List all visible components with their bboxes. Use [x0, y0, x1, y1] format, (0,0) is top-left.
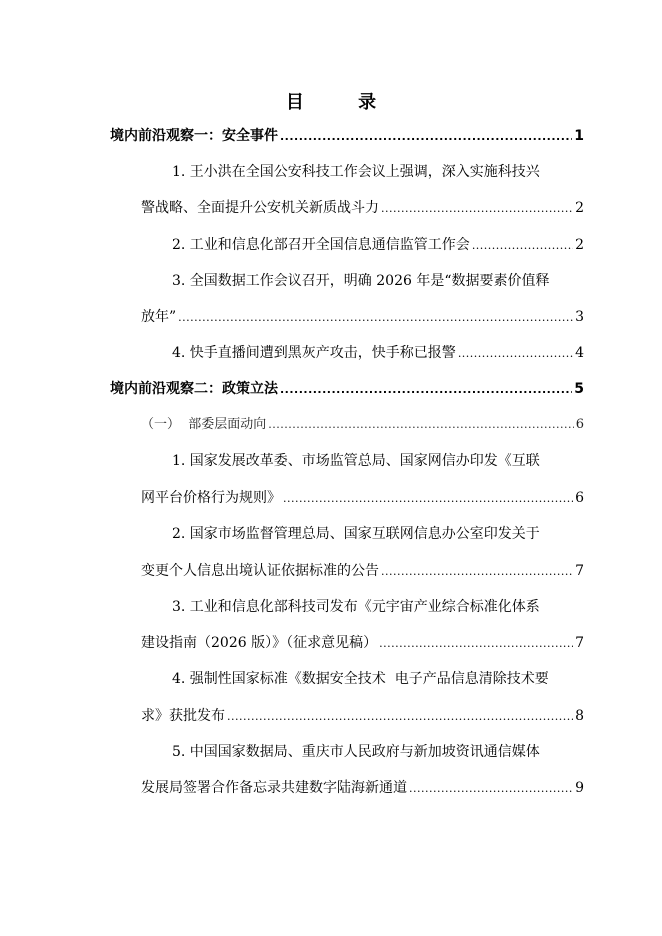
toc-entry[interactable] — [141, 485, 584, 511]
toc-entry-text: （一） 部委层面动向 — [141, 417, 267, 432]
toc-entry[interactable] — [141, 558, 584, 584]
toc-page-number: 8 — [575, 708, 584, 724]
toc-entry-line2: 变更个人信息出境认证依据标准的公告 — [141, 563, 379, 579]
toc-entry[interactable] — [141, 630, 584, 656]
leader-dots — [409, 776, 573, 801]
leader-dots — [280, 377, 572, 402]
toc-entry-line2: 警战略、全面提升公安机关新质战斗力 — [141, 200, 379, 216]
toc-entry-line1[interactable]: 3. 全国数据工作会议召开，明确 2026 年是“数据要素价值释 — [172, 273, 550, 289]
toc-title: 目 录 — [285, 92, 401, 113]
toc-entry[interactable] — [141, 703, 584, 729]
toc-entry-line1[interactable]: 2. 国家市场监督管理总局、国家互联网信息办公室印发关于 — [172, 526, 540, 542]
toc-entry-line1[interactable]: 4. 强制性国家标准《数据安全技术 电子产品信息清除技术要 — [172, 671, 549, 687]
toc-entry-line1[interactable]: 3. 工业和信息化部科技司发布《元宇宙产业综合标准化体系 — [172, 599, 540, 615]
toc-page-number: 4 — [575, 345, 584, 361]
toc-page-number: 3 — [575, 309, 584, 325]
toc-entry-line1[interactable]: 1. 国家发展改革委、市场监管总局、国家网信办印发《互联 — [172, 453, 540, 469]
leader-dots — [458, 341, 573, 366]
toc-entry[interactable] — [172, 232, 584, 258]
leader-dots — [280, 124, 572, 149]
toc-page-number: 6 — [575, 490, 584, 506]
toc-entry-section[interactable] — [141, 412, 584, 438]
toc-page-number: 7 — [575, 635, 584, 651]
leader-dots — [379, 631, 573, 656]
toc-page-number: 2 — [575, 200, 584, 216]
toc-entry-text: 境内前沿观察一：安全事件 — [110, 128, 278, 144]
toc-entry-line2: 放年” — [141, 309, 177, 325]
toc-entry-line1[interactable]: 1. 王小洪在全国公安科技工作会议上强调，深入实施科技兴 — [172, 164, 540, 180]
toc-page-number: 7 — [575, 563, 584, 579]
leader-dots — [227, 704, 573, 729]
leader-dots — [381, 196, 573, 221]
leader-dots — [178, 305, 573, 330]
toc-entry-heading[interactable] — [110, 376, 584, 402]
toc-entry[interactable] — [141, 195, 584, 221]
toc-page-number: 5 — [574, 381, 584, 397]
toc-entry-heading[interactable] — [110, 123, 584, 149]
toc-entry-line2: 求》获批发布 — [141, 708, 225, 724]
toc-entry-line2: 网平台价格行为规则》 — [141, 490, 281, 506]
toc-entry-line2: 发展局签署合作备忘录共建数字陆海新通道 — [141, 780, 407, 796]
toc-entry-text: 2. 工业和信息化部召开全国信息通信监管工作会 — [172, 237, 470, 253]
toc-page-number: 2 — [575, 237, 584, 253]
toc-entry-text: 境内前沿观察二：政策立法 — [110, 381, 278, 397]
leader-dots — [381, 559, 573, 584]
leader-dots — [472, 233, 573, 258]
toc-page-number: 6 — [575, 417, 584, 432]
leader-dots — [268, 412, 573, 438]
toc-page-number: 9 — [575, 780, 584, 796]
toc-entry-line2: 建设指南（2026 版）》（征求意见稿） — [141, 635, 378, 651]
toc-page-number: 1 — [574, 128, 584, 144]
toc-entry[interactable] — [141, 304, 584, 330]
toc-entry-text: 4. 快手直播间遭到黑灰产攻击，快手称已报警 — [172, 345, 456, 361]
toc-entry[interactable] — [141, 775, 584, 801]
toc-entry-line1[interactable]: 5. 中国国家数据局、重庆市人民政府与新加坡资讯通信媒体 — [172, 744, 540, 760]
toc-entry[interactable] — [172, 340, 584, 366]
leader-dots — [283, 486, 573, 511]
